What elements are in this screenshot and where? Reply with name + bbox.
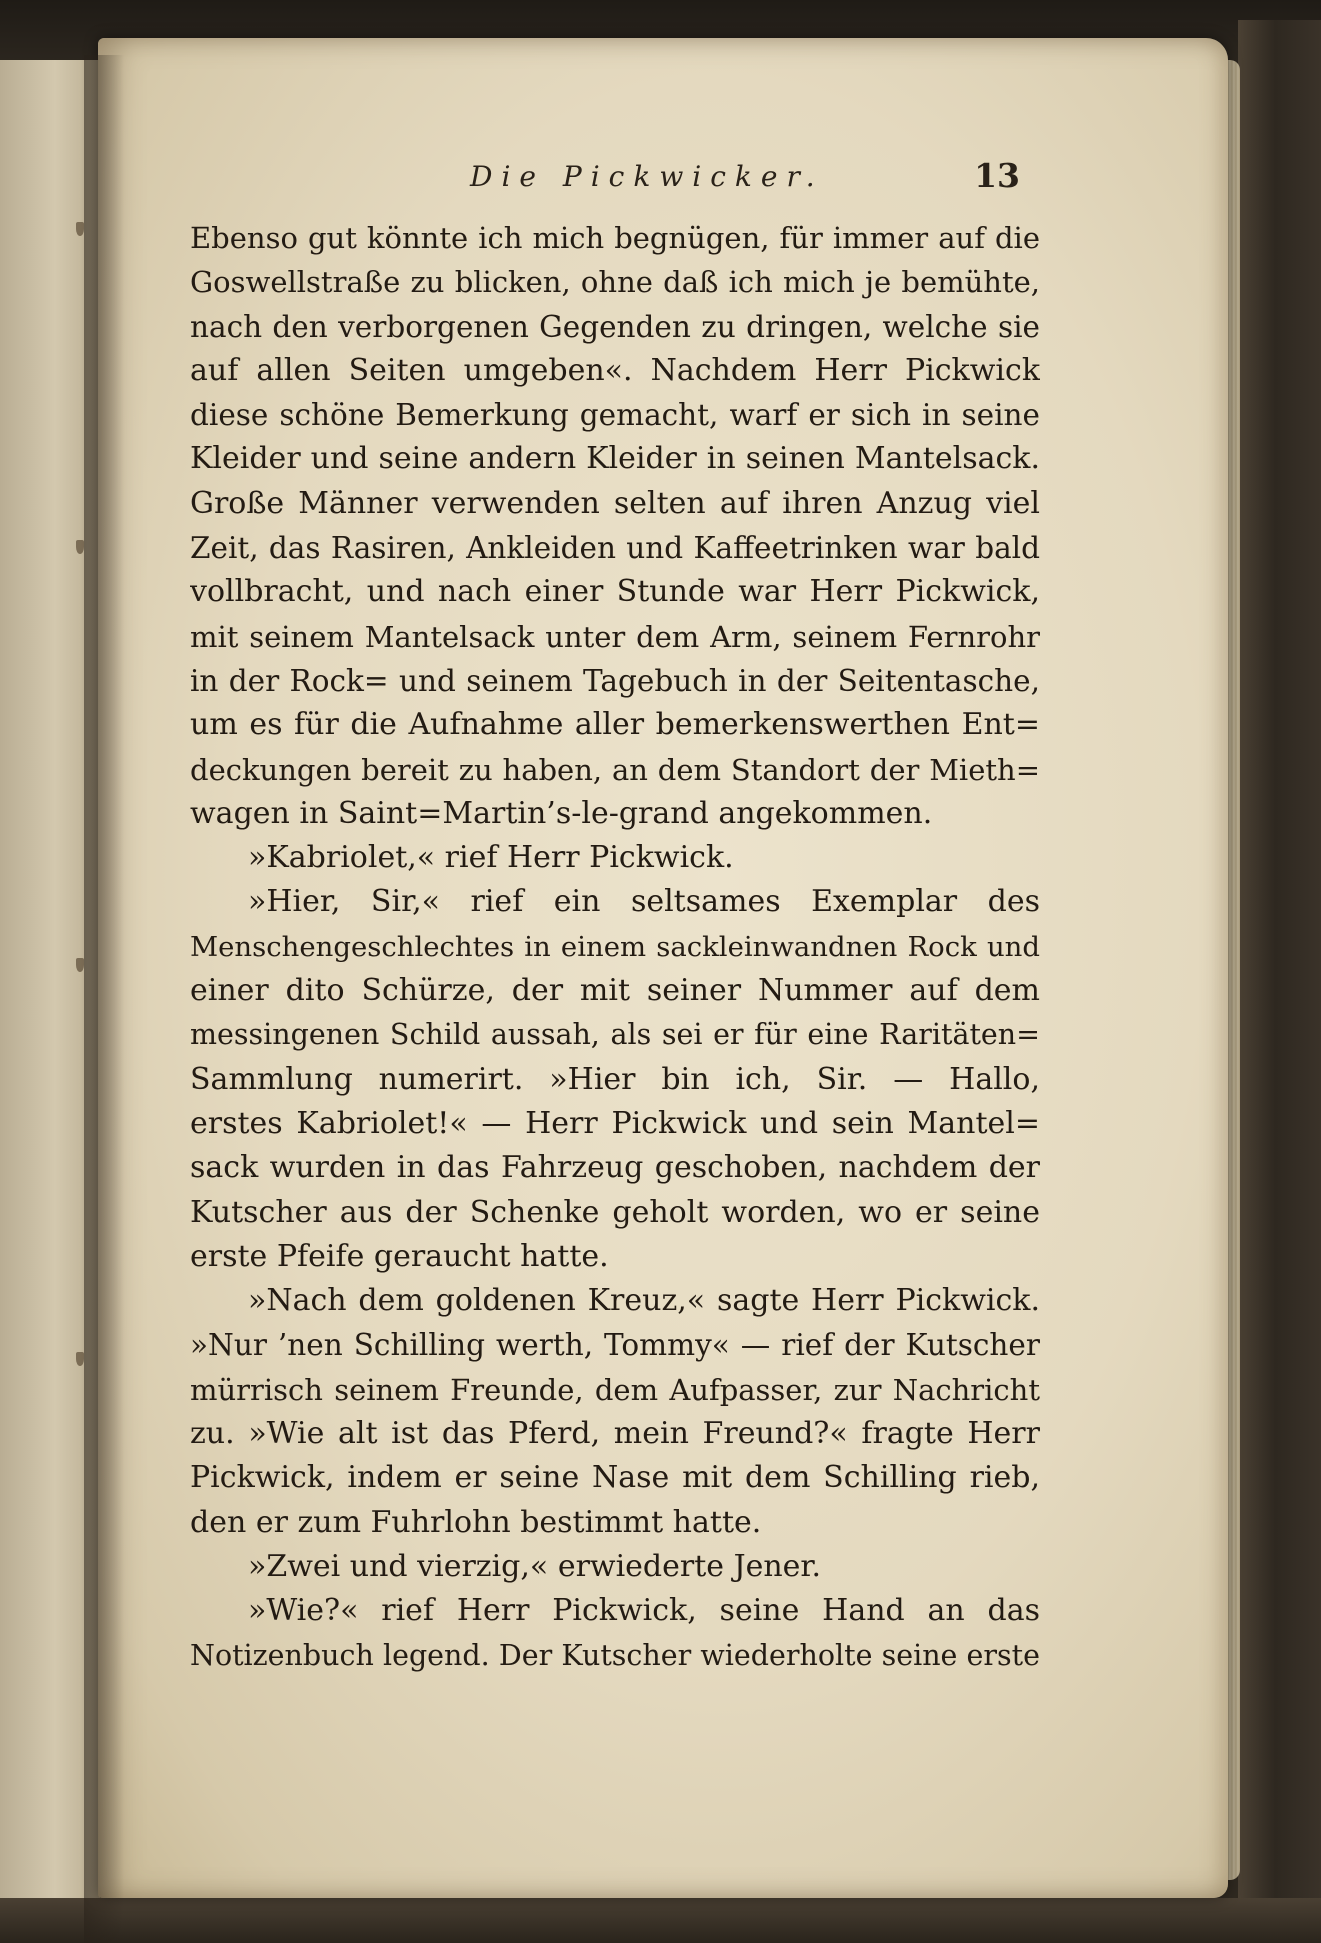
text-line: erste Pfeife geraucht hatte.: [190, 1238, 609, 1274]
text-line: »Hier, Sir,« rief ein seltsames Exemplar des: [248, 884, 1040, 920]
text-line: auf allen Seiten umgeben«. Nachdem Herr Pickwick: [190, 352, 1040, 388]
spine-shadow: [84, 55, 124, 1943]
margin-mark: [76, 222, 84, 236]
body-text: [190, 216, 1040, 1678]
text-line: »Nur ’nen Schilling werth, Tommy« — rief der Kutscher: [190, 1328, 1040, 1363]
text-line: Notizenbuch legend. Der Kutscher wiederholte seine erste: [190, 1638, 1040, 1672]
text-line: »Wie?« rief Herr Pickwick, seine Hand an das: [248, 1593, 1040, 1629]
text-line: Zeit, das Rasiren, Ankleiden und Kaffeetrinken war bald: [190, 531, 1040, 566]
text-line: in der Rock= und seinem Tagebuch in der Seitentasche,: [190, 663, 1040, 698]
text-line: um es für die Aufnahme aller bemerkenswerthen Ent=: [190, 707, 1040, 743]
text-line: »Zwei und vierzig,« erwiederte Jener.: [248, 1548, 822, 1584]
text-line: Goswellstraße zu blicken, ohne daß ich mich je bemühte,: [190, 265, 1040, 300]
text-line: diese schöne Bemerkung gemacht, warf er sich in seine: [190, 398, 1040, 433]
margin-mark: [76, 540, 84, 554]
text-line: mürrisch seinem Freunde, dem Aufpasser, zur Nachricht: [190, 1372, 1040, 1407]
text-line: sack wurden in das Fahrzeug geschoben, nachdem der: [190, 1150, 1040, 1186]
text-line: einer dito Schürze, der mit seiner Nummer auf dem: [190, 973, 1040, 1009]
text-line: Pickwick, indem er seine Nase mit dem Schilling rieb,: [190, 1460, 1040, 1496]
text-line: mit seinem Mantelsack unter dem Arm, seinem Fernrohr: [190, 619, 1040, 654]
text-line: Sammlung numerirt. »Hier bin ich, Sir. — Hallo,: [190, 1061, 1040, 1097]
text-line: Kleider und seine andern Kleider in seinen Mantelsack.: [190, 441, 1040, 477]
page-number: 13: [974, 156, 1020, 195]
text-line: zu. »Wie alt ist das Pferd, mein Freund?« fragte Herr: [190, 1416, 1040, 1452]
text-line: nach den verborgenen Gegenden zu dringen, welche sie: [190, 309, 1040, 344]
text-line: vollbracht, und nach einer Stunde war Herr Pickwick,: [190, 574, 1040, 610]
text-line: deckungen bereit zu haben, an dem Standort der Mieth=: [190, 752, 1040, 787]
book-cover-bottom: [0, 1898, 1321, 1943]
text-line: Kutscher aus der Schenke geholt worden, wo er seine: [190, 1194, 1040, 1230]
running-title: Die Pickwicker.: [470, 160, 824, 193]
text-line: den er zum Fuhrlohn bestimmt hatte.: [190, 1504, 762, 1540]
text-line: »Kabriolet,« rief Herr Pickwick.: [248, 840, 734, 876]
text-line: wagen in Saint=Martin’s-le-grand angekommen.: [190, 795, 933, 831]
text-line: Ebenso gut könnte ich mich begnügen, für immer auf die: [190, 221, 1040, 255]
page-header: [190, 156, 1020, 204]
text-line: »Nach dem goldenen Kreuz,« sagte Herr Pickwick.: [248, 1283, 1040, 1319]
text-line: Große Männer verwenden selten auf ihren Anzug viel: [190, 485, 1040, 521]
text-line: Menschengeschlechtes in einem sackleinwandnen Rock und: [190, 930, 1040, 963]
text-line: messingenen Schild aussah, als sei er für eine Raritäten=: [190, 1018, 1040, 1052]
margin-mark: [76, 1352, 84, 1366]
text-line: erstes Kabriolet!« — Herr Pickwick und sein Mantel=: [190, 1105, 1040, 1141]
book-cover-right: [1238, 20, 1321, 1943]
margin-mark: [76, 958, 84, 972]
